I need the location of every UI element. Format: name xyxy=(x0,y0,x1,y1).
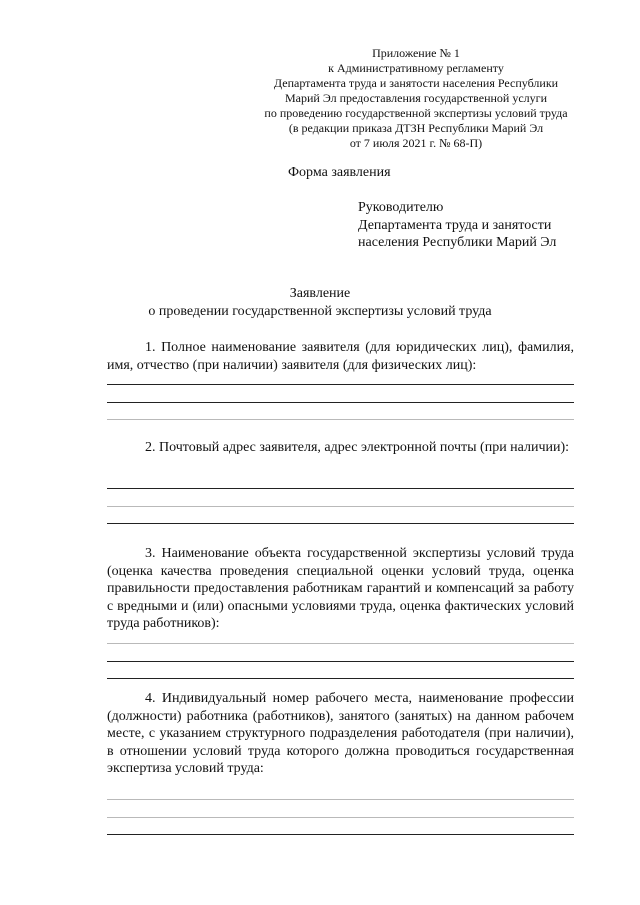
section-4 xyxy=(107,690,574,778)
addressee-line: населения Республики Марий Эл xyxy=(358,235,557,250)
section-2-answer-line[interactable] xyxy=(107,523,574,524)
appendix-line: по проведению государственной экспертизы условий труда xyxy=(264,106,568,120)
section-3-answer-line[interactable] xyxy=(107,678,574,679)
section-4-answer-line[interactable] xyxy=(107,817,574,818)
appendix-line: Департамента труда и занятости населения Республики xyxy=(273,76,559,90)
section-3 xyxy=(107,545,574,633)
section-2-text: 2. Почтовый адрес заявителя, адрес электронной почты (при наличии): xyxy=(145,440,570,455)
section-3-text: 3. Наименование объекта государственной экспертизы условий труда (оценка качества проведения специальной оценки условий труда, оценка правильности предоставления работникам гарантий и компенсаций за работу с вредными и (или) опасными условиями труда, оценка фактических условий труда работников): xyxy=(107,546,574,631)
document-title-main: Заявление xyxy=(289,286,351,301)
appendix-line: Приложение № 1 xyxy=(372,46,460,60)
appendix-line: от 7 июля 2021 г. № 68-П) xyxy=(349,136,483,150)
appendix-line: Марий Эл предоставления государственной услуги xyxy=(285,91,547,105)
section-4-text: 4. Индивидуальный номер рабочего места, наименование профессии (должности) работника (работников), занятого (занятых) на данном рабочем месте, с указанием структурного подразделения работодателя (при наличии), в отношении условий труда которого должна проводиться государственная экспертиза условий труда: xyxy=(107,691,574,776)
addressee-line: Руководителю xyxy=(358,200,444,215)
form-title: Форма заявления xyxy=(288,165,391,180)
section-1-answer-line[interactable] xyxy=(107,402,574,403)
section-3-answer-line[interactable] xyxy=(107,661,574,662)
appendix-line: (в редакции приказа ДТЗН Республики Марий Эл xyxy=(288,121,544,135)
section-2-answer-line[interactable] xyxy=(107,488,574,489)
section-1 xyxy=(107,339,574,374)
section-2 xyxy=(107,439,574,457)
section-2-answer-line[interactable] xyxy=(107,506,574,507)
addressee-line: Департамента труда и занятости xyxy=(358,217,552,233)
appendix-header xyxy=(250,46,582,151)
section-3-answer-line[interactable] xyxy=(107,643,574,644)
document-title xyxy=(80,285,560,320)
section-4-answer-line[interactable] xyxy=(107,799,574,800)
section-4-answer-line[interactable] xyxy=(107,834,574,835)
section-1-answer-line[interactable] xyxy=(107,384,574,385)
section-1-answer-line[interactable] xyxy=(107,419,574,420)
appendix-line: к Административному регламенту xyxy=(328,61,504,75)
document-title-subject: о проведении государственной экспертизы условий труда xyxy=(148,303,492,319)
addressee-block xyxy=(358,199,608,252)
section-1-text: 1. Полное наименование заявителя (для юридических лиц), фамилия, имя, отчество (при наличии) заявителя (для физических лиц): xyxy=(107,340,574,373)
